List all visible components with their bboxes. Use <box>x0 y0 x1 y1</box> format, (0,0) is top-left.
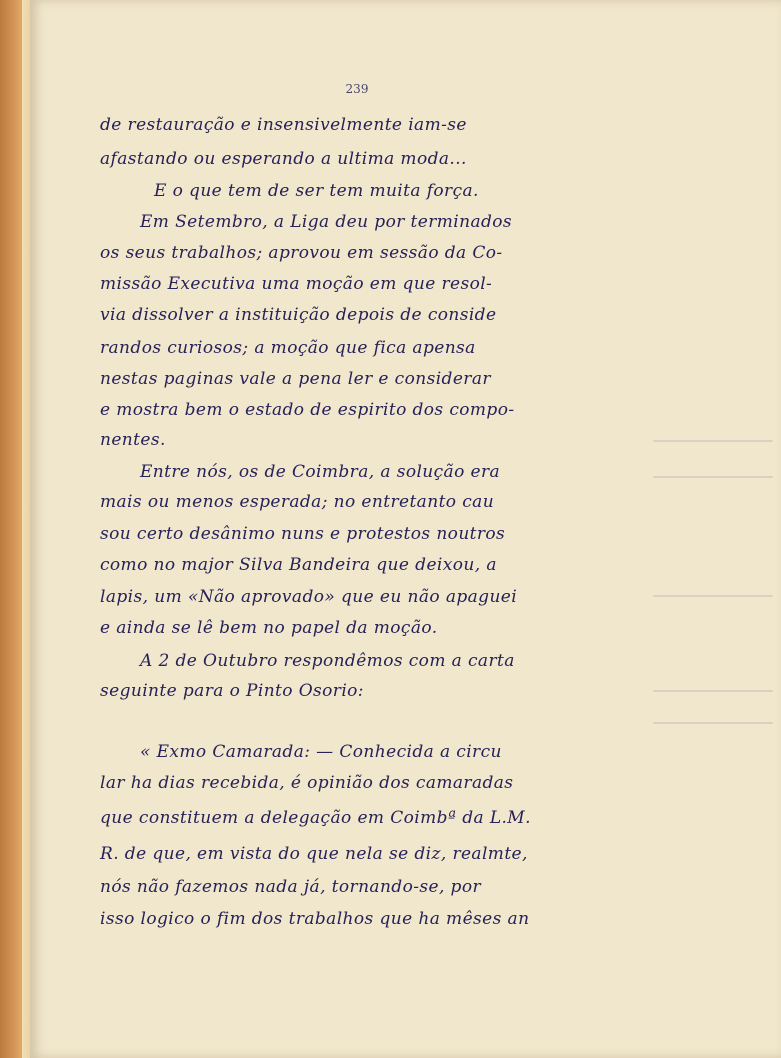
text-line: seguinte para o Pinto Osorio: <box>100 681 364 701</box>
text-line: E o que tem de ser tem muita força. <box>154 181 479 201</box>
text-line: sou certo desânimo nuns e protestos noutros <box>100 524 506 544</box>
text-line: afastando ou esperando a ultima moda... <box>100 149 467 169</box>
text-line: via dissolver a instituição depois de conside <box>100 305 497 325</box>
text-line: missão Executiva uma moção em que resol- <box>100 274 493 294</box>
text-line: isso logico o fim dos trabalhos que ha mêses an <box>100 909 530 929</box>
text-line: e mostra bem o estado de espirito dos compo- <box>100 400 515 420</box>
text-line: e ainda se lê bem no papel da moção. <box>100 618 438 638</box>
page-number: 239 <box>345 82 369 96</box>
text-line: que constituem a delegação em Coimbª da L.M. <box>100 808 531 828</box>
text-line: os seus trabalhos; aprovou em sessão da Co- <box>100 243 503 263</box>
bleed-through-mark <box>653 440 773 442</box>
text-line: R. de que, em vista do que nela se diz, realmte, <box>100 844 528 864</box>
text-line: Em Setembro, a Liga deu por terminados <box>140 212 513 232</box>
text-line: de restauração e insensivelmente iam-se <box>100 115 467 135</box>
text-line: A 2 de Outubro respondêmos com a carta <box>140 651 515 671</box>
bleed-through-mark <box>653 722 773 724</box>
bleed-through-mark <box>653 476 773 478</box>
text-line: como no major Silva Bandeira que deixou, a <box>100 555 497 575</box>
text-line: mais ou menos esperada; no entretanto cau <box>100 492 495 512</box>
text-line: lar ha dias recebida, é opinião dos camaradas <box>100 773 514 793</box>
text-line: nentes. <box>100 430 166 450</box>
bleed-through-mark <box>653 595 773 597</box>
handwritten-text <box>30 0 781 1058</box>
manuscript-page <box>30 0 781 1058</box>
text-line: « Exmo Camarada: — Conhecida a circu <box>140 742 502 762</box>
bleed-through-mark <box>653 690 773 692</box>
text-line: nestas paginas vale a pena ler e considerar <box>100 369 491 389</box>
text-line: nós não fazemos nada já, tornando-se, por <box>100 877 482 897</box>
text-line: lapis, um «Não aprovado» que eu não apaguei <box>100 587 518 607</box>
text-line: randos curiosos; a moção que fica apensa <box>100 338 476 358</box>
page-edge <box>22 0 30 1058</box>
text-line: Entre nós, os de Coimbra, a solução era <box>140 462 501 482</box>
